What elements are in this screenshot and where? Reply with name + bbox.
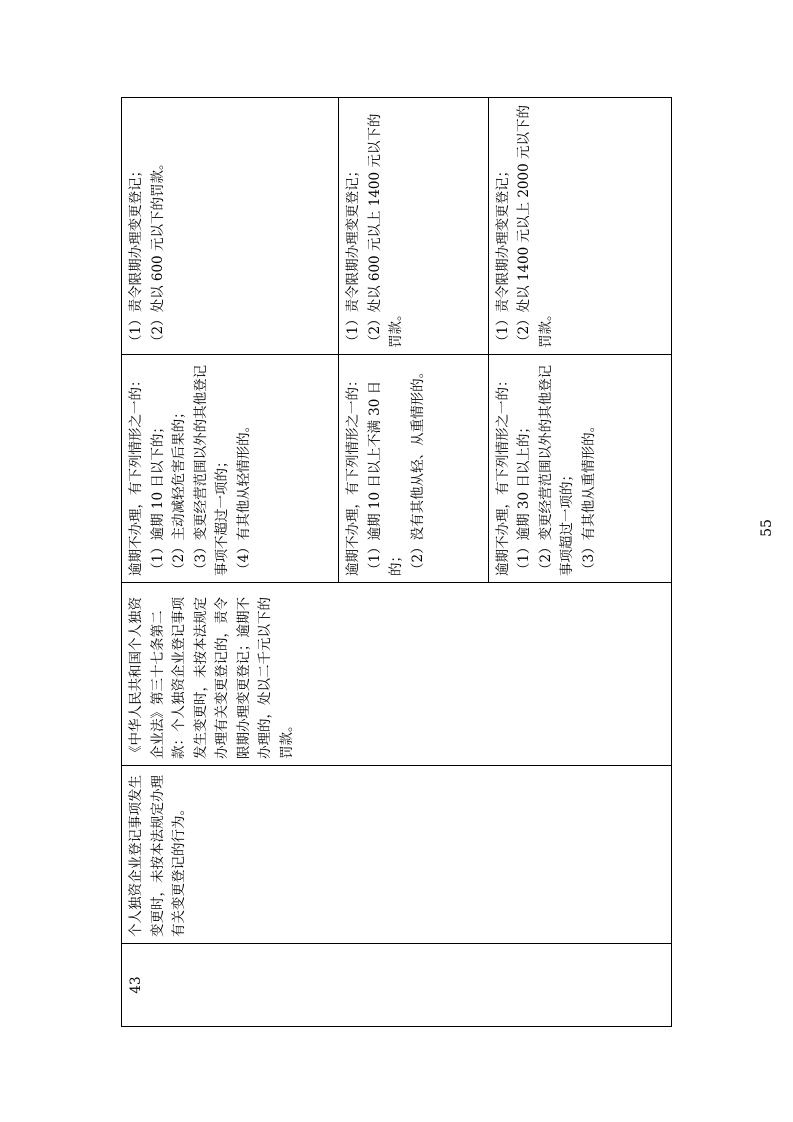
situation-line: （2）主动减轻危害后果的； [171, 405, 187, 576]
situation-line: 逾期不办理，有下列情形之一的： [494, 373, 511, 576]
situation-line: （4）有其他从轻情形的。 [235, 418, 252, 576]
legal-basis-cell [122, 583, 672, 766]
situation-line: （3）变更经营范围以外的其他登记事项不超过一项的； [192, 364, 230, 576]
situation-cell-tier-2 [339, 355, 488, 583]
standard-cell-tier-1 [122, 98, 339, 355]
situation-line: （1）逾期 30 日以上的； [516, 420, 533, 576]
page-number: 55 [759, 519, 775, 537]
situation-line: （1）逾期 10 日以下的； [149, 420, 166, 576]
standard-cell-tier-2 [339, 98, 488, 355]
situation-line: 逾期不办理，有下列情形之一的： [128, 373, 144, 576]
standard-line: （1）责令限期办理变更登记； [494, 163, 511, 348]
item-number-cell [122, 944, 672, 1027]
situation-line: （2）没有其他从轻、从重情形的。 [409, 364, 426, 576]
standard-line: （2）处以 600 元以下的罚款。 [149, 156, 166, 348]
violation-behavior-cell [122, 766, 672, 944]
situation-cell-tier-3 [488, 355, 671, 583]
standard-line: （1）责令限期办理变更登记； [345, 163, 362, 348]
table-row [122, 98, 339, 1027]
standard-cell-tier-3 [488, 98, 671, 355]
situation-line: 逾期不办理，有下列情形之一的： [345, 373, 362, 576]
standard-line: （2）处以 600 元以上 1400 元以下的罚款。 [366, 113, 405, 348]
penalty-standards-table [121, 97, 672, 1027]
situation-cell-tier-1 [122, 355, 339, 583]
violation-behavior-text: 个人独资企业登记事项发生变更时，未按本法规定办理有关变更登记的行为。 [128, 775, 187, 937]
situation-line: （2）变更经营范围以外的其他登记事项超过一项的； [537, 364, 576, 576]
situation-line: （3）有其他从重情形的。 [580, 418, 597, 576]
rotated-page [121, 97, 672, 1027]
legal-basis-text: 《中华人民共和国个人独资企业法》第三十七条第二款：个人独资企业登记事项发生变更时，未按本法规定办理有关变更登记的，责令限期办理变更登记；逾期不办理的，处以二千元以下的罚款。 [128, 597, 295, 759]
situation-line: （1）逾期 10 日以上不满 30 日的； [366, 380, 405, 576]
standard-line: （1）责令限期办理变更登记； [128, 163, 144, 348]
item-number: 43 [128, 976, 144, 994]
standard-line: （2）处以 1400 元以上 2000 元以下的罚款。 [516, 105, 554, 348]
